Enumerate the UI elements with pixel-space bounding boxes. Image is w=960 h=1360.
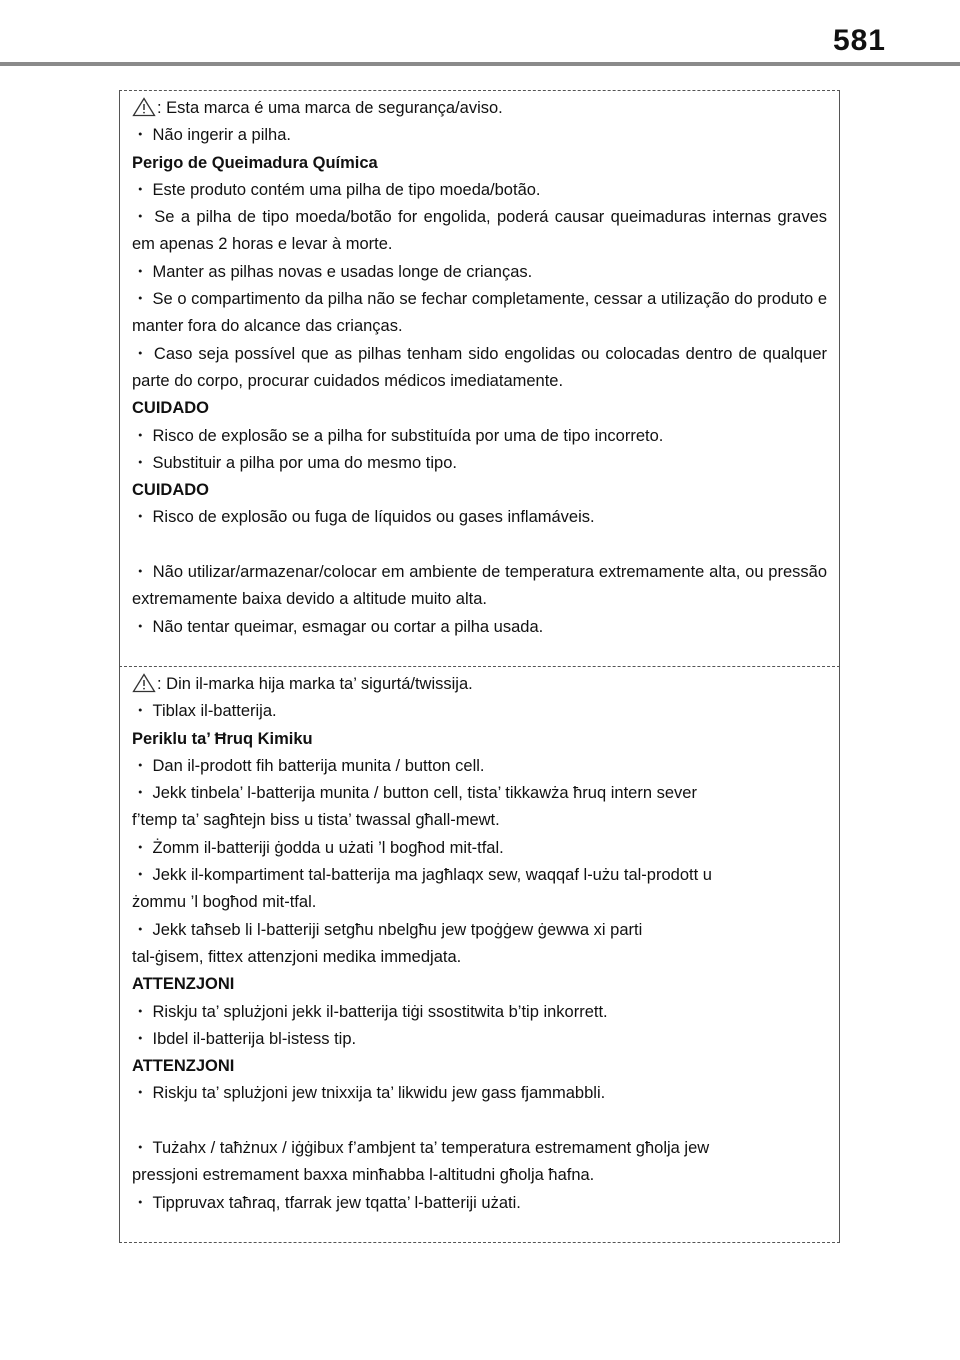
bullet-mark: ・ <box>132 208 151 227</box>
bullet-item-text: Este produto contém uma pilha de tipo moeda/botão. <box>152 180 541 199</box>
bullet-mark: ・ <box>132 1029 149 1048</box>
bullet-item-text: Ibdel il-batterija bl-istess tip. <box>152 1029 357 1048</box>
bullet-item <box>132 1080 827 1107</box>
bullet-mark: ・ <box>132 1139 149 1158</box>
bullet-mark: ・ <box>132 453 149 472</box>
bullet-item-text: Substituir a pilha por uma do mesmo tipo. <box>152 453 457 472</box>
bullet-mark: ・ <box>132 920 149 939</box>
bullet-item <box>132 204 827 259</box>
bullet-item-text: Tiblax il-batterija. <box>152 702 277 721</box>
bullet-item <box>132 1026 827 1053</box>
bullet-item-continuation-text: tal-ġisem, fittex attenzjoni medika immedjata. <box>132 947 462 966</box>
maltese-content <box>132 671 827 1217</box>
warning-triangle-icon <box>132 673 156 693</box>
bullet-item <box>132 286 827 341</box>
bullet-mark: ・ <box>132 126 149 145</box>
section-heading-text: ATTENZJONI <box>132 1057 235 1076</box>
bullet-mark: ・ <box>132 180 149 199</box>
bullet-item-continuation <box>132 944 827 971</box>
section-heading-text: Periklu ta’ Ħruq Kimiku <box>132 729 313 748</box>
section-heading <box>132 726 827 753</box>
bullet-item-text: Risco de explosão se a pilha for substituída por uma de tipo incorreto. <box>152 426 664 445</box>
bullet-item-continuation-text: f’temp ta’ sagħtejn biss u tista’ twassal għall-mewt. <box>132 811 500 830</box>
bullet-item <box>132 559 827 614</box>
bullet-item-text: Tużahx / taħżnux / iġġibux f’ambjent ta’ temperatura estremament għolja jew <box>152 1139 710 1158</box>
bullet-item-text: Dan il-prodott fih batterija munita / button cell. <box>152 756 485 775</box>
bullet-item <box>132 504 827 531</box>
bullet-item-continuation <box>132 1162 827 1189</box>
bullet-mark: ・ <box>132 866 149 885</box>
bullet-mark: ・ <box>132 702 149 721</box>
bullet-mark: ・ <box>132 838 149 857</box>
bullet-item-text: Żomm il-batteriji ġodda u użati ’l bogħod mit-tfal. <box>152 838 504 857</box>
bullet-mark: ・ <box>132 563 149 582</box>
bullet-item-text: Não ingerir a pilha. <box>152 126 291 145</box>
bullet-item <box>132 177 827 204</box>
maltese-warning-box <box>119 666 840 1243</box>
bullet-item-text: Riskju ta’ splużjoni jekk il-batterija tiġi ssostitwita b’tip inkorrett. <box>152 1002 608 1021</box>
bullet-item-continuation <box>132 807 827 834</box>
section-heading-text: Perigo de Queimadura Química <box>132 153 378 172</box>
section-heading-text: ATTENZJONI <box>132 975 235 994</box>
bullet-mark: ・ <box>132 1193 149 1212</box>
bullet-mark: ・ <box>132 262 149 281</box>
bullet-item-text: Risco de explosão ou fuga de líquidos ou gases inflamáveis. <box>152 508 595 527</box>
bullet-item-text: Caso seja possível que as pilhas tenham sido engolidas ou colocadas dentro de qualquer parte do corpo, procurar cuidados médicos imediatamente. <box>132 344 828 390</box>
portuguese-warning-box <box>119 90 840 667</box>
bullet-item <box>132 862 827 889</box>
bullet-mark: ・ <box>132 426 149 445</box>
bullet-item <box>132 450 827 477</box>
bullet-item <box>132 835 827 862</box>
bullet-item <box>132 999 827 1026</box>
section-heading <box>132 395 827 422</box>
bullet-item <box>132 917 827 944</box>
bullet-item <box>132 780 827 807</box>
header-rule <box>0 62 960 66</box>
portuguese-warning-note <box>132 95 827 122</box>
bullet-item-text: Jekk taħseb li l-batteriji setgħu nbelgħu jew tpoġġew ġewwa xi parti <box>152 920 643 939</box>
bullet-item <box>132 753 827 780</box>
bullet-item-text: Jekk tinbela’ l-batterija munita / button cell, tista’ tikkawża ħruq intern sever <box>152 784 697 803</box>
bullet-item <box>132 1190 827 1217</box>
bullet-mark: ・ <box>132 784 149 803</box>
bullet-item-text: Se a pilha de tipo moeda/botão for engolida, poderá causar queimaduras internas graves em apenas 2 horas e levar à morte. <box>132 208 828 254</box>
bullet-mark: ・ <box>132 617 149 636</box>
warning-triangle-icon <box>132 97 156 117</box>
maltese-warning-note <box>132 671 827 698</box>
bullet-item-text: Jekk il-kompartiment tal-batterija ma jagħlaqx sew, waqqaf l-użu tal-prodott u <box>152 866 712 885</box>
bullet-item-text: Tippruvax taħraq, tfarrak jew tqatta’ l-batteriji użati. <box>152 1193 521 1212</box>
bullet-item <box>132 341 827 396</box>
maltese-warning-note-text: : Din il-marka hija marka ta’ sigurtá/twissija. <box>157 675 473 693</box>
bullet-item-text: Não tentar queimar, esmagar ou cortar a pilha usada. <box>152 617 544 636</box>
portuguese-content <box>132 95 827 641</box>
section-heading <box>132 477 827 504</box>
bullet-item-text: Riskju ta’ splużjoni jew tnixxija ta’ likwidu jew gass fjammabbli. <box>152 1084 606 1103</box>
section-heading <box>132 971 827 998</box>
section-heading-text: CUIDADO <box>132 399 209 418</box>
bullet-item <box>132 122 827 149</box>
blank-line <box>132 532 827 559</box>
bullet-item-text: Não utilizar/armazenar/colocar em ambiente de temperatura extremamente alta, ou pressão extremamente baixa devido a altitude muito alta. <box>132 563 828 609</box>
bullet-mark: ・ <box>132 290 149 309</box>
bullet-item <box>132 614 827 641</box>
portuguese-warning-note-text: : Esta marca é uma marca de segurança/aviso. <box>157 99 503 117</box>
bullet-mark: ・ <box>132 508 149 527</box>
bullet-mark: ・ <box>132 1084 149 1103</box>
bullet-item-continuation <box>132 889 827 916</box>
bullet-item <box>132 423 827 450</box>
bullet-item-text: Manter as pilhas novas e usadas longe de crianças. <box>152 262 533 281</box>
bullet-item <box>132 259 827 286</box>
bullet-item <box>132 1135 827 1162</box>
section-heading <box>132 1053 827 1080</box>
blank-line <box>132 1108 827 1135</box>
bullet-item-text: Se o compartimento da pilha não se fechar completamente, cessar a utilização do produto e manter fora do alcance das crianças. <box>132 290 828 336</box>
bullet-mark: ・ <box>132 1002 149 1021</box>
bullet-item-continuation-text: żommu ’l bogħod mit-tfal. <box>132 893 317 912</box>
section-heading-text: CUIDADO <box>132 481 209 500</box>
bullet-item-continuation-text: pressjoni estremament baxxa minħabba l-altitudni għolja ħafna. <box>132 1166 595 1185</box>
bullet-mark: ・ <box>132 344 150 363</box>
bullet-mark: ・ <box>132 756 149 775</box>
bullet-item <box>132 698 827 725</box>
page-number: 581 <box>832 24 886 57</box>
section-heading <box>132 150 827 177</box>
